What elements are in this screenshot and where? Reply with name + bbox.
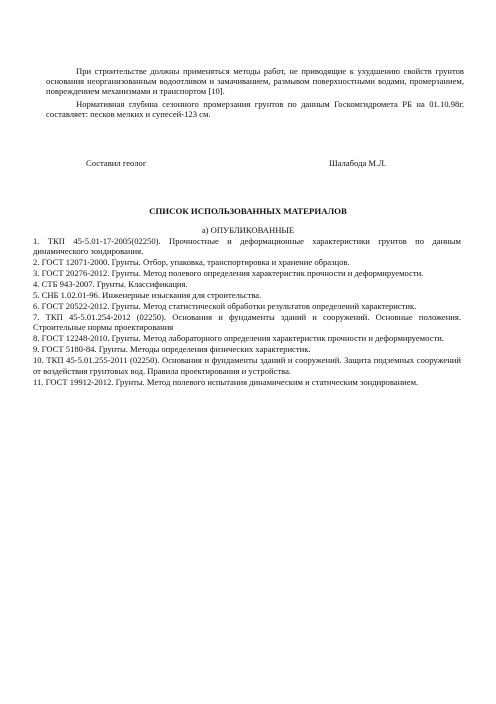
list-item: 11. ГОСТ 19912-2012. Грунты. Метод полевого испытания динамическим и статическим зондированием. [33,376,419,387]
signature-label: Составил геолог [86,158,147,168]
list-item: 9. ГОСТ 5180-84. Грунты. Методы определения физических характеристик. [33,344,311,355]
paragraph-construction-methods: При строительстве должны применяться методы работ, не приводящие к ухудшению свойств грунтов основания неорганизованным водоотливом и замачиванием, размывом поверхностными водами, промерзанием, повреждением механизмами и транспортом [10]. [46,66,464,97]
list-item: 4. СТБ 943-2007. Грунты. Классификация. [33,279,188,290]
list-item: 6. ГОСТ 20522-2012. Грунты. Метод статистической обработки результатов определений характеристик. [33,301,417,312]
list-item: 1. ТКП 45-5.01-17-2005(02250). Прочностные и деформационные характеристики грунтов по данным динамического зондирования. [33,236,461,257]
list-item: 2. ГОСТ 12071-2000. Грунты. Отбор, упаковка, транспортировка и хранение образцов. [33,257,350,268]
paragraph-freezing-depth: Нормативная глубина сезонного промерзания грунтов по данным Госкомгидромета РБ на 01.10.98г. составляет: песков мелких и супесей-123 см. [46,99,464,120]
section-title: СПИСОК ИСПОЛЬЗОВАННЫХ МАТЕРИАЛОВ [149,206,347,216]
subsection-title: а) ОПУБЛИКОВАННЫЕ [201,225,295,235]
signature-name: Шалабода М.Л. [329,158,387,168]
list-item: 10. ТКП 45-5.01.255-2011 (02250). Основания и фундаменты зданий и сооружений. Защита подземных сооружений от воздействия грунтовых вод. Правила проектирования и устройства. [33,355,461,376]
list-item: 8. ГОСТ 12248-2010. Грунты. Метод лабораторного определения характеристик прочности и деформируемости. [33,333,444,344]
list-item: 7. ТКП 45-5.01.254-2012 (02250). Основания и фундаменты зданий и сооружений. Основные положения. Строительные нормы проектирования [33,312,461,333]
reference-list [33,236,461,388]
list-item: 3. ГОСТ 20276-2012. Грунты. Метод полевого определения характеристик прочности и деформируемости. [33,268,424,279]
list-item: 5. СНБ 1.02.01-96. Инженерные изыскания для строительства. [33,290,262,301]
